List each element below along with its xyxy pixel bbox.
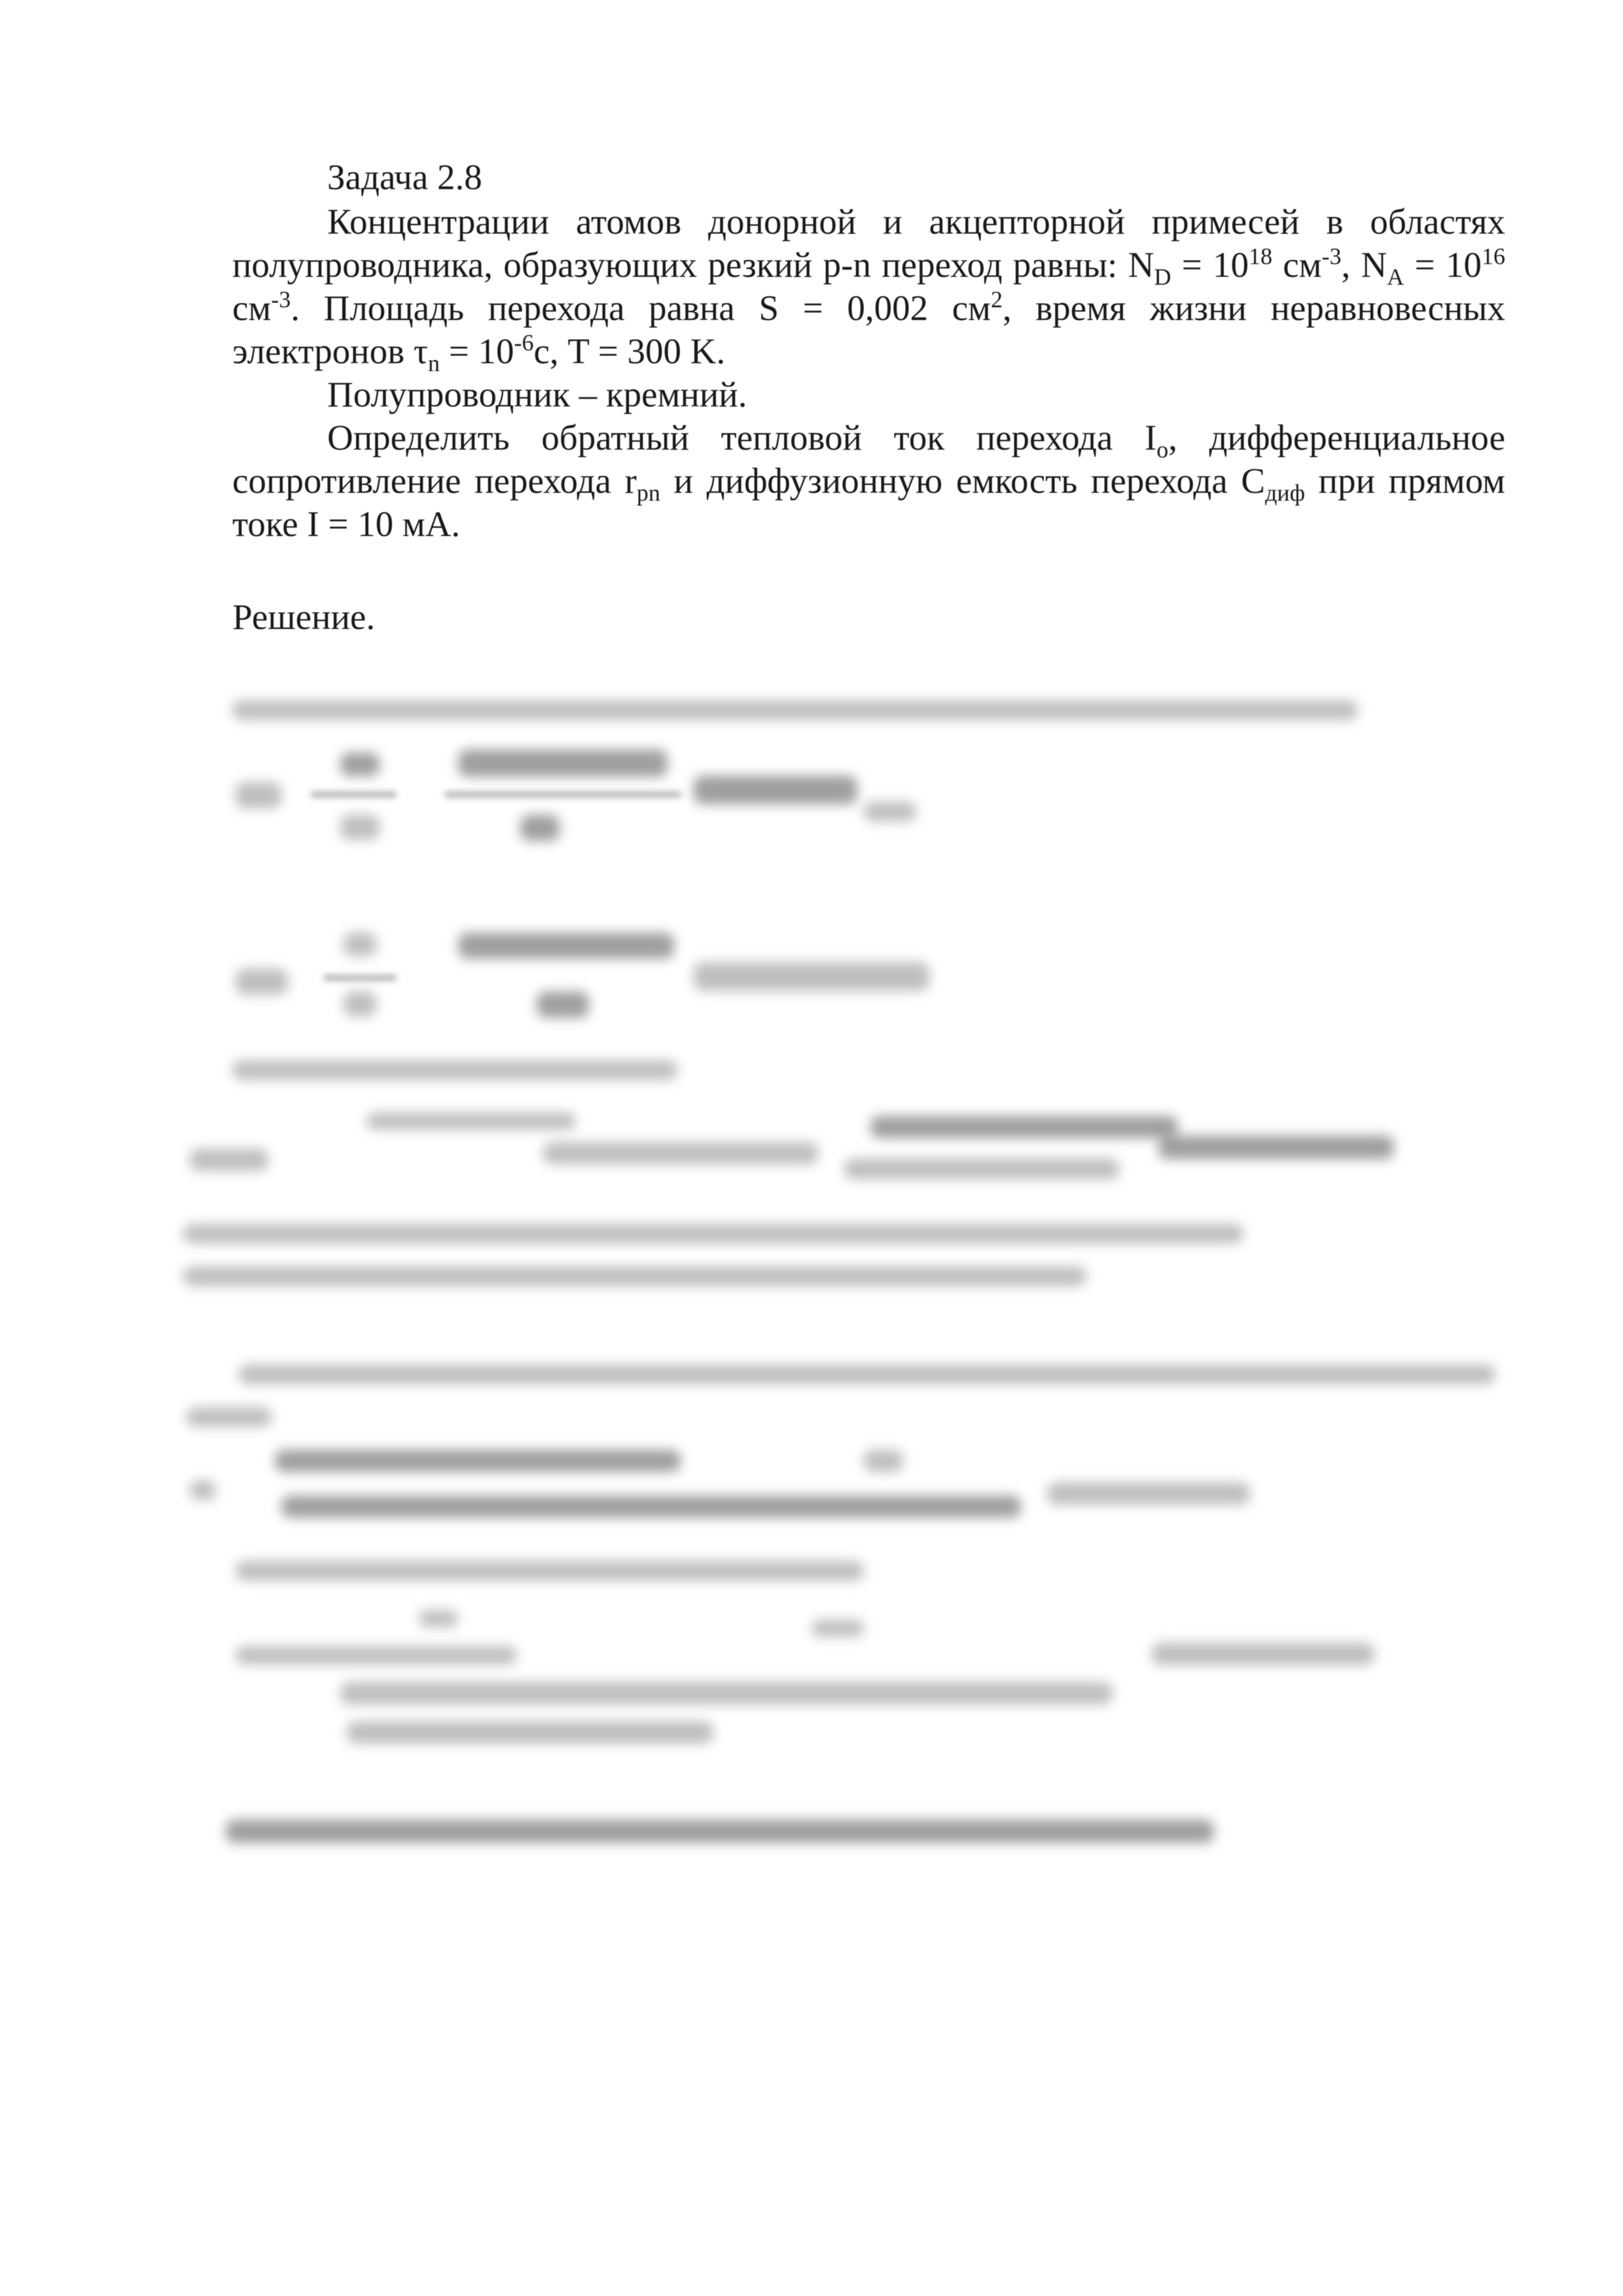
blurred-formula <box>812 1620 864 1637</box>
blurred-fraction-bar <box>324 975 396 980</box>
blurred-formula <box>281 1496 1021 1518</box>
blurred-formula <box>340 815 380 840</box>
blurred-formula <box>1158 1136 1394 1159</box>
blurred-formula <box>694 962 929 991</box>
blurred-formula <box>864 1450 903 1472</box>
blurred-formula <box>190 1149 268 1171</box>
blurred-text-line <box>236 1561 864 1581</box>
blurred-text-line <box>226 1820 1214 1843</box>
problem-statement <box>232 200 1505 376</box>
problem-title: Задача 2.8 <box>327 157 482 197</box>
problem-question <box>232 416 1505 546</box>
blurred-formula <box>347 1721 713 1744</box>
blurred-formula <box>236 1646 517 1664</box>
blurred-text-line <box>232 1060 677 1080</box>
blurred-formula <box>190 1480 216 1500</box>
blurred-formula <box>344 992 376 1016</box>
blurred-fraction-bar <box>445 792 681 797</box>
blurred-formula <box>1152 1643 1374 1665</box>
blurred-formula <box>419 1610 458 1627</box>
blurred-formula <box>694 776 857 804</box>
blurred-formula <box>864 802 916 821</box>
blurred-text-line <box>183 1266 1086 1286</box>
blurred-formula <box>275 1450 681 1472</box>
blurred-formula <box>543 1142 818 1164</box>
blurred-formula <box>1047 1482 1250 1505</box>
blurred-formula <box>537 992 589 1018</box>
blurred-formula <box>344 933 376 956</box>
problem-paragraph-material: Полупроводник – кремний. <box>327 374 747 414</box>
solution-heading: Решение. <box>232 597 376 637</box>
blurred-formula <box>458 933 674 959</box>
blurred-text-line <box>232 700 1358 720</box>
blurred-formula <box>236 969 288 995</box>
blurred-formula <box>458 749 668 777</box>
blurred-formula <box>520 815 560 841</box>
blurred-formula <box>844 1158 1119 1179</box>
blurred-fraction-bar <box>311 792 396 797</box>
problem-material <box>232 373 1505 416</box>
problem-paragraph-question: Определить обратный тепловой ток перехода $I_o$, дифференциальное сопротивление перехода $r_{pn}$ и диффузионную емкость перехода $C_{диф}$ при прямом токе I = 10 мА. <box>232 418 1505 544</box>
blurred-formula <box>870 1116 1178 1138</box>
blurred-formula <box>340 1682 1113 1704</box>
blurred-formula <box>340 753 380 776</box>
blurred-text-line <box>239 1365 1495 1384</box>
blurred-formula <box>366 1113 576 1130</box>
blurred-formula <box>236 782 281 808</box>
problem-paragraph-concentrations: Концентрации атомов донорной и акцепторной примесей в областях полупроводника, образующих резкий p-n переход равны: $N_D = 10^{18}$ $см^{-3}$, $N_A = 10^{16}$ $см^{-3}$. Площадь перехода равна S = 0,002 $см^2$, время жизни неравновесных электронов $\tau_n = 10^{-6}с$, T = 300 K. <box>232 202 1505 376</box>
blurred-text-line <box>183 1224 1243 1244</box>
blurred-text-line <box>187 1407 272 1427</box>
